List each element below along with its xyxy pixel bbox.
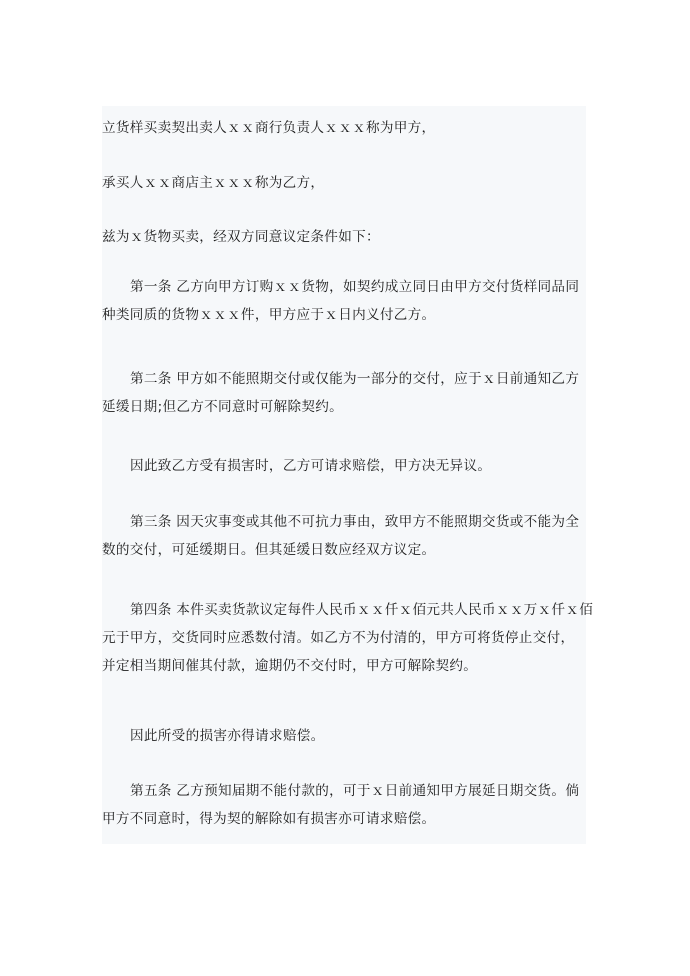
text-line: 因此所受的损害亦得请求赔偿。 [130, 728, 325, 744]
paragraph-article-3 [102, 508, 586, 564]
paragraph-seller [102, 114, 586, 142]
text-line: 数的交付，可延缓期日。但其延缓日数应经双方议定。 [102, 542, 436, 558]
text-line: 第五条 乙方预知届期不能付款的，可于ｘ日前通知甲方展延日期交货。倘 [130, 783, 580, 799]
text-line: 承买人ｘｘ商店主ｘｘｘ称为乙方， [102, 175, 325, 191]
text-line: 第二条 甲方如不能照期交付或仅能为一部分的交付，应于ｘ日前通知乙方 [130, 371, 580, 387]
paragraph-preamble [102, 223, 586, 251]
text-line: 元于甲方，交货同时应悉数付清。如乙方不为付清的，甲方可将货停止交付， [102, 630, 575, 646]
paragraph-article-1 [102, 273, 586, 329]
text-line: 因此致乙方受有损害时，乙方可请求赔偿，甲方决无异议。 [130, 458, 492, 474]
paragraph-buyer [102, 169, 586, 197]
paragraph-article-5 [102, 777, 586, 833]
document-body [102, 106, 594, 844]
paragraph-article-4 [102, 596, 594, 680]
text-line: 第一条 乙方向甲方订购ｘｘ货物，如契约成立同日由甲方交付货样同品同 [130, 279, 580, 295]
text-line: 延缓日期;但乙方不同意时可解除契约。 [102, 399, 344, 415]
text-line: 第四条 本件买卖货款议定每件人民币ｘｘ仟ｘ佰元共人民币ｘｘ万ｘ仟ｘ佰 [130, 602, 594, 618]
text-line: 并定相当期间催其付款，逾期仍不交付时，甲方可解除契约。 [102, 658, 478, 674]
text-line: 甲方不同意时，得为契的解除如有损害亦可请求赔偿。 [102, 811, 436, 827]
text-line: 种类同质的货物ｘｘｘ件，甲方应于ｘ日内义付乙方。 [102, 307, 436, 323]
paragraph-article-2 [102, 365, 586, 421]
text-line: 兹为ｘ货物买卖，经双方同意议定条件如下： [102, 229, 380, 245]
paragraph-article-2-damages [102, 452, 586, 480]
paragraph-article-4-damages [102, 722, 586, 750]
text-line: 第三条 因天灾事变或其他不可抗力事由，致甲方不能照期交货或不能为全 [130, 514, 580, 530]
text-line: 立货样买卖契出卖人ｘｘ商行负责人ｘｘｘ称为甲方， [102, 120, 436, 136]
